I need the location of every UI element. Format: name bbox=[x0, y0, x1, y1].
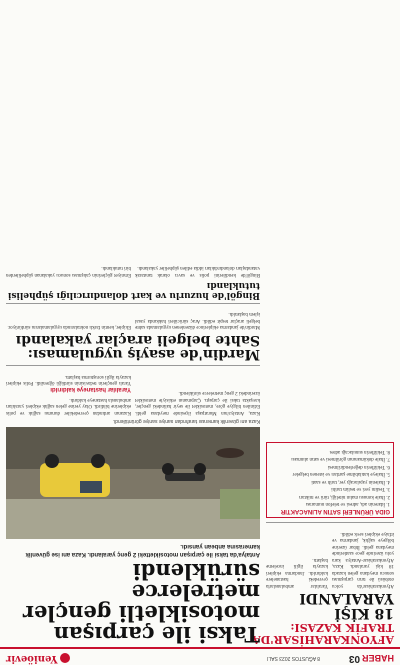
accident-paragraph: Afyonkarahisar'da yolcu otobüsü ile tırın çarpışması sonucu meydana gelen kazada 18 kişi yaralandı. Kaza, Afyonkarahisar-Antalya kara yolu üzerinde gece saatlerinde meydana geldi. İhbar üzerine bölgeye sağlık, jandarma ve itfaiye ekipleri sevk edildi. bbox=[332, 530, 394, 588]
street-scene-image bbox=[6, 427, 260, 539]
page-number: 03 bbox=[348, 653, 360, 664]
third-headline: Bingöl'de huzurlu ve kart dolandırıcılığı şüphelisi tutuklandı bbox=[8, 279, 260, 300]
left-column bbox=[252, 442, 394, 646]
logo-text: Yeniöevir bbox=[6, 653, 58, 664]
second-body bbox=[6, 308, 260, 330]
accident-body bbox=[266, 527, 394, 588]
right-column bbox=[6, 262, 260, 645]
main-article bbox=[6, 371, 260, 646]
divider bbox=[266, 522, 394, 523]
tender-notice bbox=[266, 442, 394, 518]
list-item: 4. İhalenin yapılacağı yer, tarih ve saati bbox=[311, 478, 390, 484]
third-paragraph: Emniyet güçlerinin çalışması sonucu yakalanan şüphelilerden biri tutuklandı. bbox=[6, 265, 131, 277]
logo-icon bbox=[60, 654, 70, 664]
second-paragraph: Ekipler, kentin farklı noktalarında uygulamalarını sürdürüyor. bbox=[7, 324, 131, 330]
list-item: 1. İdarenin adı, adresi ve telefon numarası bbox=[305, 501, 390, 507]
divider bbox=[6, 366, 260, 367]
newspaper-logo bbox=[6, 653, 70, 664]
main-paragraph: Kaza, Antalya'nın Muratpaşa ilçesinde meydana geldi. Edinilen bilgiye göre, motosiklet ile seyir halindeki gençler, kavşakta taksi ile çarpıştı. Çarpmanın etkisiyle motosiklet üzerindeki 2 genç metrelerce sürüklendi. bbox=[135, 390, 260, 415]
accident-article bbox=[252, 527, 394, 646]
main-body bbox=[6, 371, 260, 416]
main-paragraph: Yaralı gençlerin tedavisinin sürdüğü öğrenildi. Polis ekipleri kazayla ilgili soruşturma başlattı. bbox=[6, 374, 131, 386]
second-article bbox=[6, 308, 260, 362]
tender-list bbox=[270, 447, 390, 506]
accident-kicker: AFYONKARAHİSAR'DA TRAFİK KAZASI: bbox=[252, 621, 394, 646]
list-item: 3. Teslim yeri ve teslim tarihi bbox=[331, 486, 390, 492]
third-paragraph: Bingöl'de kendilerini polis ve savcı olarak tanıtarak vatandaşları dolandırdıkları iddia edilen şüpheliler yakalandı. bbox=[135, 265, 260, 277]
main-subheading: Yaralılar hastaneye kaldırıldı bbox=[50, 386, 131, 393]
accident-photo bbox=[6, 427, 260, 539]
photo-caption: Kaza anı güvenlik kamerası tarafından saniye saniye görüntülendi. bbox=[112, 418, 260, 424]
third-body bbox=[6, 262, 260, 277]
third-article bbox=[6, 262, 260, 299]
main-headline: Taksi ile çarpışan motosikletli gençler metrelerce sürüklendi bbox=[22, 559, 260, 647]
list-item: 5. İhaleye katılabilme şartları ve istenen belgeler bbox=[292, 471, 390, 477]
accident-paragraph: Yaralılar ambulanslarla çevredeki hastanelere kaldırıldı. Jandarma ekipleri kazayla ilgili inceleme başlattı. bbox=[266, 556, 328, 588]
issue-date: 8 AĞUSTOS 2023 SALI bbox=[267, 655, 320, 661]
accident-headline: 18 KİŞİ YARALANDI bbox=[299, 590, 394, 621]
section-label: HABER bbox=[361, 653, 394, 663]
tender-title: GIDA ÜRÜNLERİ SATIN ALINACAKTIR bbox=[280, 508, 390, 515]
main-deck: Antalya'da taksi ile çarpışan motosikletteki 2 genç yaralandı. Kaza anı ise güvenlik kamerasına anbean yansıdı. bbox=[25, 543, 260, 557]
list-item: 8. Tekliflerin sunulacağı adres bbox=[329, 448, 390, 454]
list-item: 2. İhale konusu malın niteliği, türü ve miktarı bbox=[299, 493, 390, 499]
list-item: 7. İhale dokümanının görülmesi ve satın alınması bbox=[291, 456, 390, 462]
main-paragraph: Kazanın ardından çevredekiler durumu sağlık ve polis ekiplerine bildirdi. Olay yerine gelen sağlık ekipleri yaralıları ambulansla hastaneye kaldırdı. bbox=[6, 397, 131, 415]
masthead bbox=[0, 647, 400, 665]
divider bbox=[6, 303, 260, 304]
second-headline: Mardin'de asayiş uygulaması: Sahte belgeli araçlar yakalandı bbox=[15, 331, 260, 363]
list-item: 6. Tekliflerin değerlendirilmesi bbox=[327, 463, 390, 469]
second-paragraph: Mardin'de jandarma ekiplerince düzenlenen uygulamada sahte belgeli araçlar tespit edildi. Araç sürücüleri hakkında yasal işlem başlatıldı. bbox=[135, 311, 260, 330]
